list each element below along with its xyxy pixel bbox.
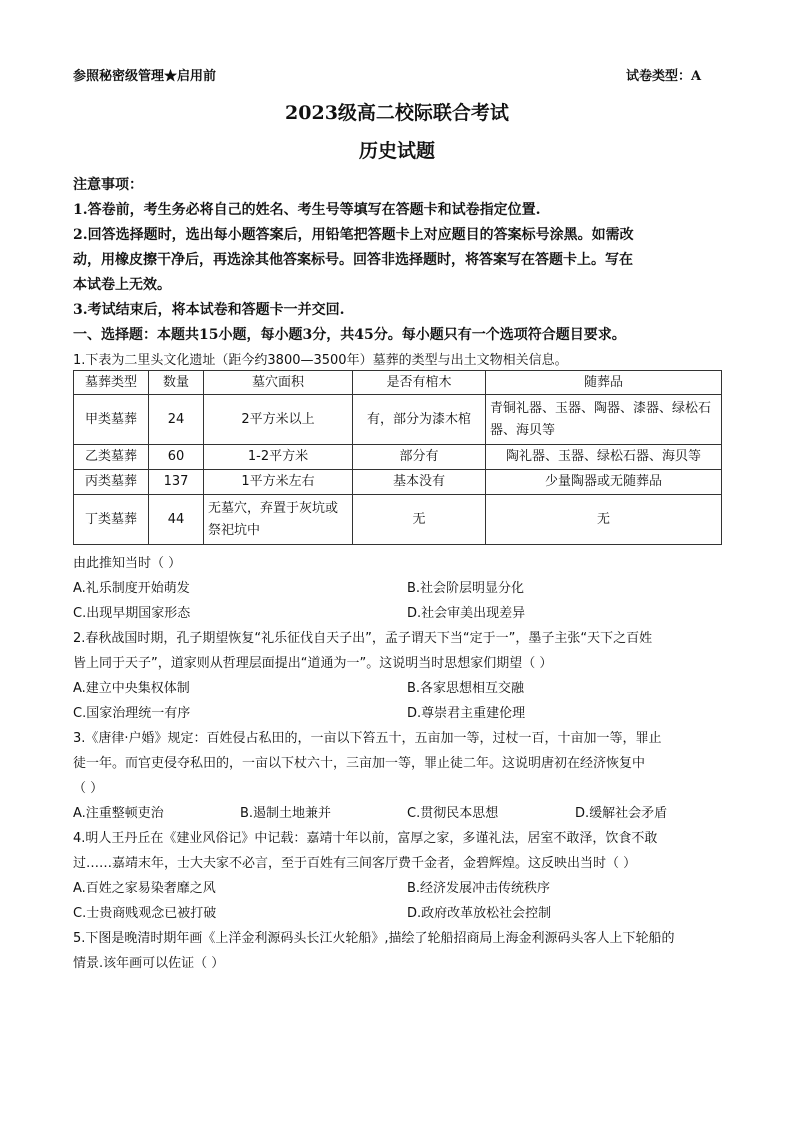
q1-ask: 由此推知当时（ ） <box>73 556 182 571</box>
q4-option-c: C.士贵商贱观念已被打破 <box>73 906 217 921</box>
table-cell: 2平方米以上 <box>204 395 353 445</box>
table-cell: 无 <box>486 495 722 545</box>
table-cell: 乙类墓葬 <box>74 445 149 470</box>
q3-stem-line-2: 徒一年。而官吏侵夺私田的，一亩以下杖六十，三亩加一等，罪止徒二年。这说明唐初在经济恢复中 <box>73 756 646 771</box>
table-cell: 基本没有 <box>353 470 486 495</box>
q4-stem-line-2: 过……嘉靖末年，士大夫家不必言，至于百姓有三间客厅费千金者，金碧辉煌。这反映出当时（ ） <box>73 856 637 871</box>
q3-stem-line-3: （ ） <box>73 781 104 796</box>
table-row <box>74 470 722 495</box>
table-cell: 丁类墓葬 <box>74 495 149 545</box>
q1-stem: 1.下表为二里头文化遗址（距今约3800—3500年）墓葬的类型与出土文物相关信息。 <box>73 353 568 368</box>
notice-heading: 注意事项： <box>73 177 143 193</box>
table-cell: 60 <box>149 445 204 470</box>
subject-title: 历史试题 <box>358 140 435 162</box>
table-cell: 有，部分为漆木棺 <box>353 395 486 445</box>
table-header-cell: 是否有棺木 <box>353 371 486 395</box>
table-cell: 部分有 <box>353 445 486 470</box>
q1-option-c: C.出现早期国家形态 <box>73 606 191 621</box>
confidentiality-label: 参照秘密级管理★启用前 <box>73 69 217 84</box>
exam-title: 2023级高二校际联合考试 <box>285 102 509 124</box>
table-cell: 丙类墓葬 <box>74 470 149 495</box>
table-cell: 青铜礼器、玉器、陶器、漆器、绿松石器、海贝等 <box>486 395 722 445</box>
notice-item-1: 1.答卷前，考生务必将自己的姓名、考生号等填写在答题卡和试卷指定位置. <box>73 202 541 218</box>
q2-stem-line-1: 2.春秋战国时期，孔子期望恢复“礼乐征伐自天子出”，孟子谓天下当“定于一”，墨子主张“天下之百姓 <box>73 631 653 646</box>
paper-type-label: 试卷类型：A <box>626 69 702 84</box>
q2-option-b: B.各家思想相互交融 <box>407 681 525 696</box>
table-row <box>74 445 722 470</box>
table-cell: 陶礼器、玉器、绿松石器、海贝等 <box>486 445 722 470</box>
q4-option-b: B.经济发展冲击传统秩序 <box>407 881 551 896</box>
notice-item-2-line-2: 动，用橡皮擦干净后，再选涂其他答案标号。回答非选择题时，将答案写在答题卡上。写在 <box>73 252 633 268</box>
q3-stem-line-1: 3.《唐律·户婚》规定：百姓侵占私田的，一亩以下笞五十，五亩加一等，过杖一百，十亩加一等，罪止 <box>73 731 662 746</box>
notice-item-2-line-3: 本试卷上无效。 <box>73 277 171 293</box>
table-header-cell: 墓穴面积 <box>204 371 353 395</box>
table-cell: 137 <box>149 470 204 495</box>
table-cell: 24 <box>149 395 204 445</box>
q1-option-a: A.礼乐制度开始萌发 <box>73 581 190 596</box>
q1-option-d: D.社会审美出现差异 <box>407 606 526 621</box>
notice-item-3: 3.考试结束后，将本试卷和答题卡一并交回. <box>73 302 345 318</box>
q3-option-b: B.遏制土地兼并 <box>240 806 332 821</box>
q4-option-a: A.百姓之家易染奢靡之风 <box>73 881 216 896</box>
q3-option-c: C.贯彻民本思想 <box>407 806 499 821</box>
table-cell: 无墓穴，弃置于灰坑或祭祀坑中 <box>204 495 353 545</box>
table-cell: 无 <box>353 495 486 545</box>
q5-stem-line-1: 5.下图是晚清时期年画《上洋金利源码头长江火轮船》,描绘了轮船招商局上海金利源码头客人上下轮船的 <box>73 931 675 946</box>
q2-option-d: D.尊崇君主重建伦理 <box>407 706 526 721</box>
q4-stem-line-1: 4.明人王丹丘在《建业风俗记》中记载：嘉靖十年以前，富厚之家，多谨礼法，居室不敢泽，饮食不敢 <box>73 831 658 846</box>
table-cell: 44 <box>149 495 204 545</box>
table-cell: 1-2平方米 <box>204 445 353 470</box>
q1-option-b: B.社会阶层明显分化 <box>407 581 525 596</box>
table-cell: 1平方米左右 <box>204 470 353 495</box>
q5-stem-line-2: 情景.该年画可以佐证（ ） <box>73 956 225 971</box>
notice-item-2-line-1: 2.回答选择题时，选出每小题答案后，用铅笔把答题卡上对应题目的答案标号涂黑。如需改 <box>73 227 634 243</box>
section-heading: 一、选择题：本题共15小题，每小题3分，共45分。每小题只有一个选项符合题目要求。 <box>73 327 626 343</box>
table-header-cell: 墓葬类型 <box>74 371 149 395</box>
tomb-table <box>73 370 722 545</box>
table-header-row <box>74 371 722 395</box>
table-row <box>74 495 722 545</box>
q3-option-a: A.注重整顿吏治 <box>73 806 164 821</box>
q2-option-c: C.国家治理统一有序 <box>73 706 191 721</box>
table-cell: 少量陶器或无随葬品 <box>486 470 722 495</box>
q2-option-a: A.建立中央集权体制 <box>73 681 190 696</box>
table-header-cell: 随葬品 <box>486 371 722 395</box>
table-row <box>74 395 722 445</box>
q2-stem-line-2: 皆上同于天子”，道家则从哲理层面提出“道通为一”。这说明当时思想家们期望（ ） <box>73 656 553 671</box>
table-header-cell: 数量 <box>149 371 204 395</box>
q4-option-d: D.政府改革放松社会控制 <box>407 906 552 921</box>
table-cell: 甲类墓葬 <box>74 395 149 445</box>
q3-option-d: D.缓解社会矛盾 <box>575 806 668 821</box>
